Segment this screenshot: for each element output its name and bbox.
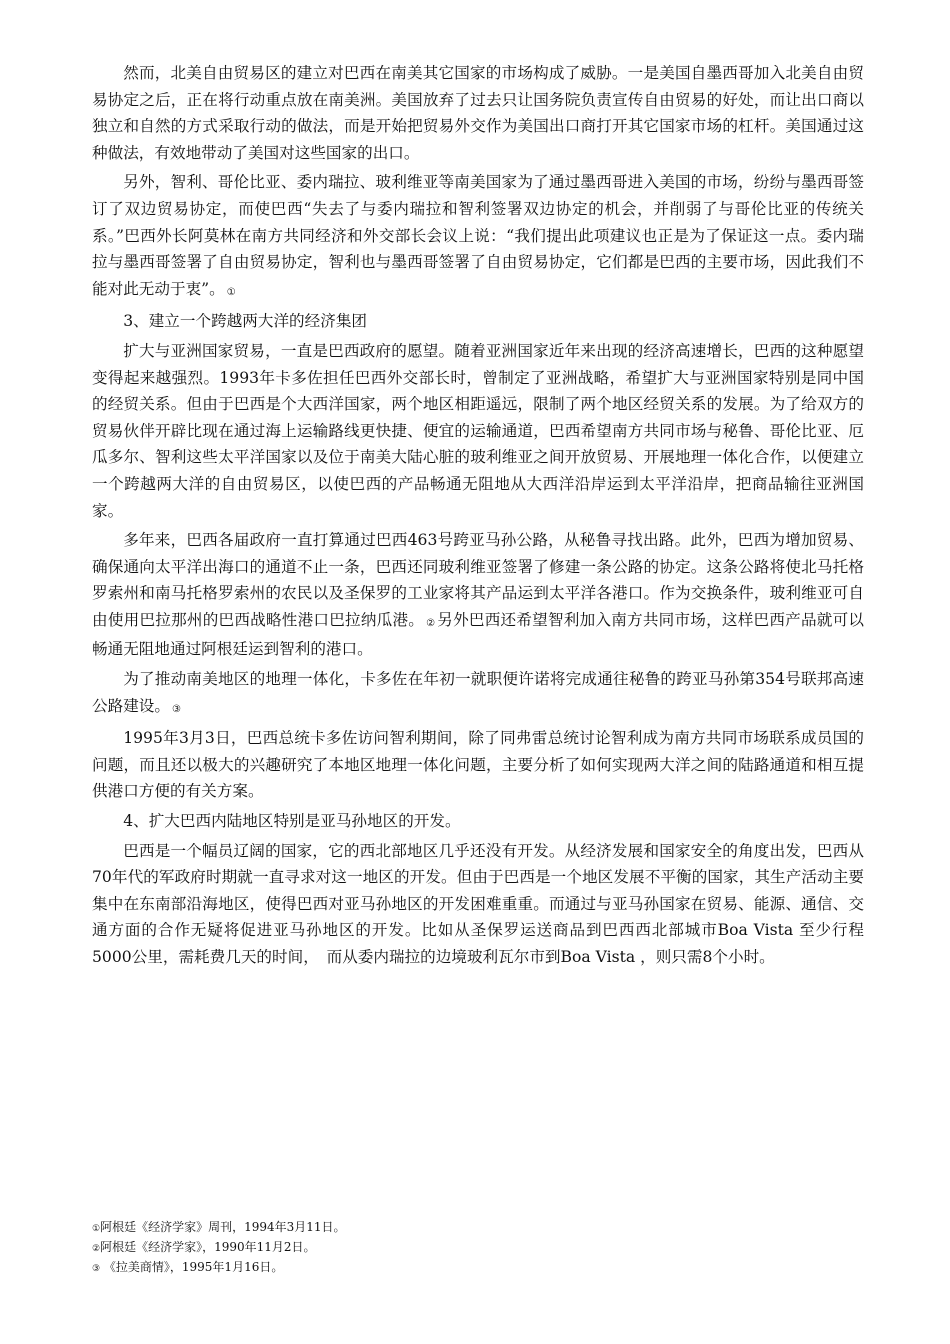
paragraph: 1995年3月3日，巴西总统卡多佐访问智利期间，除了同弗雷总统讨论智利成为南方共同市场联系成员国的问题，而且还以极大的兴趣研究了本地区地理一体化问题，主要分析了如何实现两大洋之间的陆路通道和相互提供港口方便的有关方案。 [92,729,864,801]
section-heading: 4、扩大巴西内陆地区特别是亚马孙地区的开发。 [123,812,461,831]
footnote: ③ 《拉美商情》，1995年1月16日。 [92,1260,284,1274]
section-heading: 3、建立一个跨越两大洋的经济集团 [123,312,368,331]
body-text [92,60,864,974]
paragraph: 然而，北美自由贸易区的建立对巴西在南美其它国家的市场构成了威胁。一是美国自墨西哥加入北美自由贸易协定之后，正在将行动重点放在南美洲。美国放弃了过去只让国务院负责宣传自由贸易的好处，而让出口商以独立和自然的方式采取行动的做法，而是开始把贸易外交作为美国出口商打开其它国家市场的杠杆。美国通过这种做法，有效地带动了美国对这些国家的出口。 [92,64,864,162]
paragraph: 扩大与亚洲国家贸易，一直是巴西政府的愿望。随着亚洲国家近年来出现的经济高速增长，巴西的这种愿望变得起来越强烈。1993年卡多佐担任巴西外交部长时，曾制定了亚洲战略，希望扩大与亚洲国家特别是同中国的经贸关系。但由于巴西是个大西洋国家，两个地区相距遥远，限制了两个地区经贸关系的发展。为了给双方的贸易伙伴开辟比现在通过海上运输路线更快捷、便宜的运输通道，巴西希望南方共同市场与秘鲁、哥伦比亚、厄瓜多尔、智利这些太平洋国家以及位于南美大陆心脏的玻利维亚之间开放贸易、开展地理一体化合作，以便建立一个跨越两大洋的自由贸易区，以使巴西的产品畅通无阻地从大西洋沿岸运到太平洋沿岸，把商品输往亚洲国家。 [92,341,864,520]
footnote: ①阿根廷《经济学家》周刊，1994年3月11日。 [92,1220,346,1234]
footnote-ref[interactable]: ① [226,286,236,298]
footnote: ②阿根廷《经济学家》，1990年11月2日。 [92,1240,316,1254]
paragraph: 为了推动南美地区的地理一体化，卡多佐在年初一就职便许诺将完成通往秘鲁的跨亚马孙第354号联邦高速公路建设。 ③ [92,670,864,715]
paragraph: 巴西是一个幅员辽阔的国家，它的西北部地区几乎还没有开发。从经济发展和国家安全的角度出发，巴西从70年代的军政府时期就一直寻求对这一地区的开发。但由于巴西是一个地区发展不平衡的国家，其生产活动主要集中在东南部沿海地区，使得巴西对亚马孙地区的开发困难重重。而通过与亚马孙国家在贸易、能源、通信、交通方面的合作无疑将促进亚马孙地区的开发。比如从圣保罗运送商品到巴西西北部城市Boa Vista 至少行程5000公里，需耗费几天的时间， 而从委内瑞拉的边境玻利瓦尔市到Boa Vista ，则只需8个小时。 [92,841,864,966]
footnote-ref[interactable]: ③ [171,703,181,715]
paragraph: 多年来，巴西各届政府一直打算通过巴西463号跨亚马孙公路，从秘鲁寻找出路。此外，巴西为增加贸易、确保通向太平洋出海口的通道不止一条，巴西还同玻利维亚签署了修建一条公路的协定。这条公路将使北马托格罗索州和南马托格罗索州的农民以及圣保罗的工业家将其产品运到太平洋各港口。作为交换条件，玻利维亚可自由使用巴拉那州的巴西战略性港口巴拉纳瓜港。 ② 另外巴西还希望智利加入南方共同市场，这样巴西产品就可以畅通无阻地通过阿根廷运到智利的港口。 [92,531,864,659]
footnotes [92,1218,692,1278]
footnote-ref[interactable]: ② [426,617,436,629]
paragraph: 另外，智利、哥伦比亚、委内瑞拉、玻利维亚等南美国家为了通过墨西哥进入美国的市场，纷纷与墨西哥签订了双边贸易协定，而使巴西“失去了与委内瑞拉和智利签署双边协定的机会，并削弱了与哥伦比亚的传统关系。”巴西外长阿莫林在南方共同经济和外交部长会议上说：“我们提出此项建议也正是为了保证这一点。委内瑞拉与墨西哥签署了自由贸易协定，智利也与墨西哥签署了自由贸易协定，它们都是巴西的主要市场，因此我们不能对此无动于衷”。 ① [92,173,864,298]
